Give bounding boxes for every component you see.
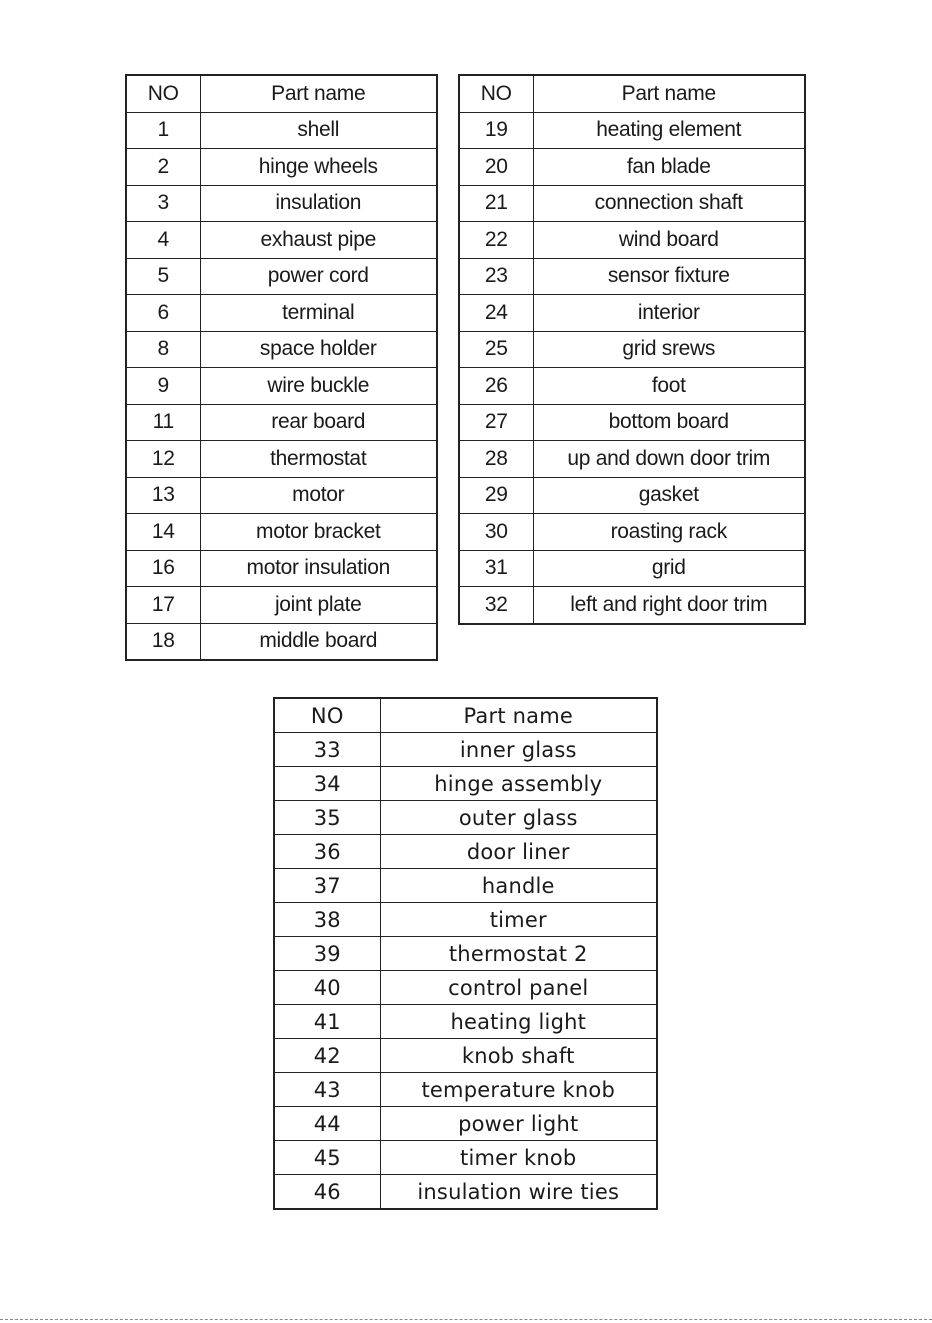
part-name-cell: outer glass (380, 801, 657, 835)
part-number-cell: 4 (126, 222, 200, 259)
part-number-cell: 1 (126, 112, 200, 149)
column-header-no: NO (274, 698, 380, 733)
table-row (459, 112, 805, 149)
part-number-cell: 20 (459, 149, 533, 186)
table-row (126, 477, 437, 514)
part-number-cell: 26 (459, 368, 533, 405)
part-number-cell: 5 (126, 258, 200, 295)
part-name-cell: door liner (380, 835, 657, 869)
part-name-cell: exhaust pipe (200, 222, 437, 259)
table-row (274, 1039, 657, 1073)
part-number-cell: 8 (126, 331, 200, 368)
column-header-part-name: Part name (200, 75, 437, 112)
part-name-cell: fan blade (533, 149, 805, 186)
part-number-cell: 13 (126, 477, 200, 514)
table-row (459, 550, 805, 587)
part-number-cell: 29 (459, 477, 533, 514)
part-name-cell: left and right door trim (533, 587, 805, 624)
part-name-cell: terminal (200, 295, 437, 332)
part-name-cell: rear board (200, 404, 437, 441)
parts-table-3 (273, 697, 658, 1210)
part-name-cell: grid (533, 550, 805, 587)
part-number-cell: 6 (126, 295, 200, 332)
table-row (126, 112, 437, 149)
part-name-cell: interior (533, 295, 805, 332)
part-number-cell: 18 (126, 623, 200, 660)
parts-table-2 (458, 74, 806, 625)
part-number-cell: 22 (459, 222, 533, 259)
part-name-cell: up and down door trim (533, 441, 805, 478)
part-name-cell: grid srews (533, 331, 805, 368)
part-name-cell: roasting rack (533, 514, 805, 551)
part-name-cell: timer (380, 903, 657, 937)
table-row (274, 1107, 657, 1141)
table-row (459, 514, 805, 551)
part-name-cell: hinge assembly (380, 767, 657, 801)
part-name-cell: insulation wire ties (380, 1175, 657, 1210)
table-header-row (126, 75, 437, 112)
part-name-cell: power cord (200, 258, 437, 295)
table-row (274, 1141, 657, 1175)
part-number-cell: 37 (274, 869, 380, 903)
part-number-cell: 3 (126, 185, 200, 222)
table-row (126, 368, 437, 405)
part-number-cell: 39 (274, 937, 380, 971)
part-name-cell: insulation (200, 185, 437, 222)
part-name-cell: space holder (200, 331, 437, 368)
table-row (274, 971, 657, 1005)
part-name-cell: motor bracket (200, 514, 437, 551)
part-name-cell: motor (200, 477, 437, 514)
table-row (126, 623, 437, 660)
table-row (459, 222, 805, 259)
table-row (126, 441, 437, 478)
part-number-cell: 41 (274, 1005, 380, 1039)
part-name-cell: joint plate (200, 587, 437, 624)
part-name-cell: timer knob (380, 1141, 657, 1175)
part-number-cell: 11 (126, 404, 200, 441)
table-row (126, 587, 437, 624)
table-row (459, 368, 805, 405)
parts-table-1 (125, 74, 438, 661)
part-name-cell: connection shaft (533, 185, 805, 222)
part-name-cell: hinge wheels (200, 149, 437, 186)
part-name-cell: sensor fixture (533, 258, 805, 295)
part-number-cell: 36 (274, 835, 380, 869)
part-number-cell: 24 (459, 295, 533, 332)
part-name-cell: thermostat (200, 441, 437, 478)
table-row (459, 258, 805, 295)
table-row (274, 937, 657, 971)
table-row (126, 258, 437, 295)
part-number-cell: 2 (126, 149, 200, 186)
part-number-cell: 28 (459, 441, 533, 478)
part-number-cell: 27 (459, 404, 533, 441)
column-header-part-name: Part name (380, 698, 657, 733)
table-row (274, 801, 657, 835)
part-number-cell: 31 (459, 550, 533, 587)
table-row (274, 733, 657, 767)
table-row (274, 1073, 657, 1107)
part-number-cell: 19 (459, 112, 533, 149)
table-row (274, 835, 657, 869)
table-header-row (459, 75, 805, 112)
table-row (126, 404, 437, 441)
part-number-cell: 40 (274, 971, 380, 1005)
part-number-cell: 25 (459, 331, 533, 368)
table-header-row (274, 698, 657, 733)
part-name-cell: middle board (200, 623, 437, 660)
part-name-cell: heating element (533, 112, 805, 149)
table-row (459, 587, 805, 624)
part-name-cell: shell (200, 112, 437, 149)
part-name-cell: thermostat 2 (380, 937, 657, 971)
part-name-cell: motor insulation (200, 550, 437, 587)
part-number-cell: 16 (126, 550, 200, 587)
part-number-cell: 44 (274, 1107, 380, 1141)
part-number-cell: 38 (274, 903, 380, 937)
part-name-cell: inner glass (380, 733, 657, 767)
part-number-cell: 34 (274, 767, 380, 801)
part-name-cell: wire buckle (200, 368, 437, 405)
table-row (274, 903, 657, 937)
table-row (126, 550, 437, 587)
part-name-cell: foot (533, 368, 805, 405)
table-row (274, 1175, 657, 1210)
table-row (459, 331, 805, 368)
part-name-cell: temperature knob (380, 1073, 657, 1107)
part-number-cell: 21 (459, 185, 533, 222)
table-row (459, 185, 805, 222)
table-row (459, 477, 805, 514)
part-number-cell: 14 (126, 514, 200, 551)
part-number-cell: 45 (274, 1141, 380, 1175)
part-number-cell: 23 (459, 258, 533, 295)
part-name-cell: handle (380, 869, 657, 903)
part-name-cell: wind board (533, 222, 805, 259)
part-number-cell: 43 (274, 1073, 380, 1107)
part-number-cell: 9 (126, 368, 200, 405)
part-name-cell: bottom board (533, 404, 805, 441)
table-row (126, 514, 437, 551)
part-number-cell: 12 (126, 441, 200, 478)
part-name-cell: power light (380, 1107, 657, 1141)
part-number-cell: 35 (274, 801, 380, 835)
page-edge-divider (0, 1319, 932, 1320)
part-name-cell: gasket (533, 477, 805, 514)
part-name-cell: control panel (380, 971, 657, 1005)
part-name-cell: heating light (380, 1005, 657, 1039)
part-number-cell: 32 (459, 587, 533, 624)
table-row (459, 404, 805, 441)
part-number-cell: 46 (274, 1175, 380, 1210)
table-row (459, 295, 805, 332)
table-row (274, 1005, 657, 1039)
part-number-cell: 33 (274, 733, 380, 767)
part-number-cell: 17 (126, 587, 200, 624)
table-row (126, 149, 437, 186)
part-number-cell: 42 (274, 1039, 380, 1073)
table-row (459, 149, 805, 186)
table-row (126, 185, 437, 222)
part-name-cell: knob shaft (380, 1039, 657, 1073)
column-header-no: NO (126, 75, 200, 112)
table-row (126, 331, 437, 368)
column-header-part-name: Part name (533, 75, 805, 112)
table-row (126, 295, 437, 332)
table-row (459, 441, 805, 478)
table-row (274, 869, 657, 903)
part-number-cell: 30 (459, 514, 533, 551)
table-row (126, 222, 437, 259)
table-row (274, 767, 657, 801)
column-header-no: NO (459, 75, 533, 112)
